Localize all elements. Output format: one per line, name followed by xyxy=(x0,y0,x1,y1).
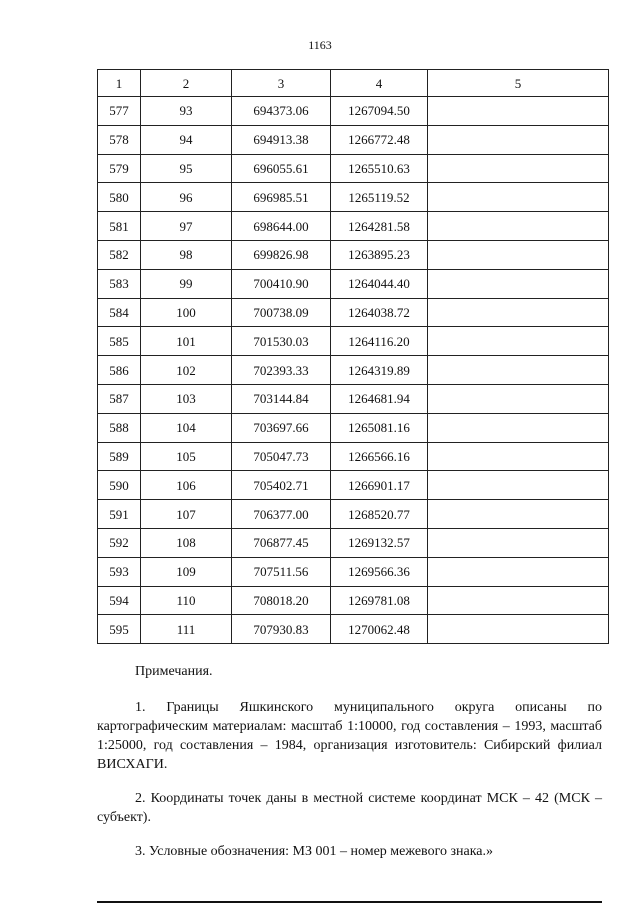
table-cell-col-1: 583 xyxy=(98,269,141,298)
table-cell-col-2: 106 xyxy=(141,471,232,500)
table-cell-col-5 xyxy=(428,442,609,471)
table-cell-col-4: 1264681.94 xyxy=(331,384,428,413)
table-cell-col-2: 107 xyxy=(141,500,232,529)
table-cell-col-3: 700410.90 xyxy=(232,269,331,298)
table-cell-col-3: 707511.56 xyxy=(232,557,331,586)
table-cell-col-1: 585 xyxy=(98,327,141,356)
table-cell-col-1: 577 xyxy=(98,97,141,126)
table-cell-col-2: 110 xyxy=(141,586,232,615)
table-cell-col-3: 694913.38 xyxy=(232,125,331,154)
table-cell-col-3: 705402.71 xyxy=(232,471,331,500)
notes-heading: Примечания. xyxy=(135,664,213,679)
table-row xyxy=(98,298,609,327)
footer-divider xyxy=(97,901,602,903)
table-cell-col-4: 1264281.58 xyxy=(331,212,428,241)
table-cell-col-3: 696985.51 xyxy=(232,183,331,212)
column-header-4: 4 xyxy=(331,70,428,97)
table-cell-col-4: 1269781.08 xyxy=(331,586,428,615)
table-row xyxy=(98,154,609,183)
table-cell-col-5 xyxy=(428,212,609,241)
table-cell-col-5 xyxy=(428,384,609,413)
table-cell-col-4: 1266772.48 xyxy=(331,125,428,154)
table-cell-col-2: 103 xyxy=(141,384,232,413)
table-cell-col-5 xyxy=(428,183,609,212)
column-header-3: 3 xyxy=(232,70,331,97)
table-cell-col-2: 109 xyxy=(141,557,232,586)
column-header-5: 5 xyxy=(428,70,609,97)
table-cell-col-5 xyxy=(428,125,609,154)
table-cell-col-3: 698644.00 xyxy=(232,212,331,241)
table-cell-col-5 xyxy=(428,97,609,126)
table-cell-col-4: 1265510.63 xyxy=(331,154,428,183)
table-cell-col-5 xyxy=(428,327,609,356)
table-cell-col-5 xyxy=(428,356,609,385)
table-row xyxy=(98,356,609,385)
table-cell-col-2: 102 xyxy=(141,356,232,385)
table-cell-col-5 xyxy=(428,413,609,442)
table-cell-col-4: 1264044.40 xyxy=(331,269,428,298)
table-cell-col-5 xyxy=(428,557,609,586)
table-row xyxy=(98,528,609,557)
table-row xyxy=(98,240,609,269)
table-row xyxy=(98,183,609,212)
table-cell-col-2: 99 xyxy=(141,269,232,298)
table-cell-col-1: 590 xyxy=(98,471,141,500)
table-cell-col-3: 703144.84 xyxy=(232,384,331,413)
table-row xyxy=(98,97,609,126)
table-row xyxy=(98,413,609,442)
table-cell-col-4: 1265119.52 xyxy=(331,183,428,212)
table-cell-col-1: 586 xyxy=(98,356,141,385)
table-row xyxy=(98,269,609,298)
table-cell-col-2: 101 xyxy=(141,327,232,356)
table-cell-col-4: 1263895.23 xyxy=(331,240,428,269)
table-cell-col-5 xyxy=(428,615,609,644)
table-cell-col-2: 105 xyxy=(141,442,232,471)
table-header-row xyxy=(98,70,609,97)
table-cell-col-4: 1266901.17 xyxy=(331,471,428,500)
table-cell-col-2: 93 xyxy=(141,97,232,126)
table-cell-col-1: 595 xyxy=(98,615,141,644)
note-item-2: 2. Координаты точек даны в местной системе координат МСК – 42 (МСК – субъект). xyxy=(97,791,602,825)
table-cell-col-1: 588 xyxy=(98,413,141,442)
table-cell-col-2: 111 xyxy=(141,615,232,644)
table-cell-col-1: 580 xyxy=(98,183,141,212)
table-row xyxy=(98,586,609,615)
table-cell-col-3: 702393.33 xyxy=(232,356,331,385)
table-cell-col-5 xyxy=(428,471,609,500)
table-cell-col-3: 707930.83 xyxy=(232,615,331,644)
table-cell-col-1: 587 xyxy=(98,384,141,413)
table-cell-col-1: 591 xyxy=(98,500,141,529)
column-header-2: 2 xyxy=(141,70,232,97)
table-cell-col-5 xyxy=(428,240,609,269)
table-row xyxy=(98,615,609,644)
table-cell-col-2: 104 xyxy=(141,413,232,442)
table-cell-col-5 xyxy=(428,586,609,615)
table-cell-col-1: 589 xyxy=(98,442,141,471)
table-cell-col-3: 703697.66 xyxy=(232,413,331,442)
note-item-1: 1. Границы Яшкинского муниципального округа описаны по картографическим материалам: масштаб 1:10000, год составления – 1993, масштаб 1:25000, год составления – 1984, организация изготовитель: Сибирский филиал ВИСХАГИ. xyxy=(97,700,602,772)
page-number: 1163 xyxy=(308,38,332,52)
table-cell-col-1: 579 xyxy=(98,154,141,183)
table-cell-col-5 xyxy=(428,269,609,298)
column-header-1: 1 xyxy=(98,70,141,97)
table-row xyxy=(98,471,609,500)
table-cell-col-3: 708018.20 xyxy=(232,586,331,615)
table-cell-col-4: 1264116.20 xyxy=(331,327,428,356)
table-cell-col-5 xyxy=(428,500,609,529)
table-cell-col-3: 696055.61 xyxy=(232,154,331,183)
table-cell-col-4: 1270062.48 xyxy=(331,615,428,644)
table-cell-col-2: 100 xyxy=(141,298,232,327)
table-cell-col-3: 706377.00 xyxy=(232,500,331,529)
table-cell-col-4: 1264038.72 xyxy=(331,298,428,327)
table-cell-col-4: 1264319.89 xyxy=(331,356,428,385)
table-cell-col-1: 582 xyxy=(98,240,141,269)
table-cell-col-2: 95 xyxy=(141,154,232,183)
table-cell-col-4: 1265081.16 xyxy=(331,413,428,442)
table-cell-col-3: 699826.98 xyxy=(232,240,331,269)
table-cell-col-1: 581 xyxy=(98,212,141,241)
table-cell-col-3: 700738.09 xyxy=(232,298,331,327)
table-row xyxy=(98,125,609,154)
notes-section xyxy=(97,662,602,876)
table-cell-col-5 xyxy=(428,528,609,557)
table-row xyxy=(98,442,609,471)
table-cell-col-1: 594 xyxy=(98,586,141,615)
table-cell-col-4: 1267094.50 xyxy=(331,97,428,126)
table-cell-col-4: 1266566.16 xyxy=(331,442,428,471)
table-cell-col-3: 694373.06 xyxy=(232,97,331,126)
table-row xyxy=(98,212,609,241)
table-cell-col-4: 1269132.57 xyxy=(331,528,428,557)
table-cell-col-3: 705047.73 xyxy=(232,442,331,471)
table-cell-col-5 xyxy=(428,298,609,327)
table-cell-col-4: 1269566.36 xyxy=(331,557,428,586)
table-cell-col-3: 701530.03 xyxy=(232,327,331,356)
table-cell-col-1: 593 xyxy=(98,557,141,586)
table-cell-col-1: 584 xyxy=(98,298,141,327)
note-item-3: 3. Условные обозначения: МЗ 001 – номер межевого знака.» xyxy=(135,844,494,859)
table-cell-col-3: 706877.45 xyxy=(232,528,331,557)
table-cell-col-4: 1268520.77 xyxy=(331,500,428,529)
table-body xyxy=(98,97,609,644)
table-row xyxy=(98,557,609,586)
table-cell-col-2: 108 xyxy=(141,528,232,557)
table-cell-col-2: 97 xyxy=(141,212,232,241)
table-cell-col-2: 98 xyxy=(141,240,232,269)
table-row xyxy=(98,384,609,413)
table-row xyxy=(98,500,609,529)
coordinates-table xyxy=(97,69,609,644)
table-cell-col-2: 94 xyxy=(141,125,232,154)
table-cell-col-1: 592 xyxy=(98,528,141,557)
table-cell-col-5 xyxy=(428,154,609,183)
table-cell-col-2: 96 xyxy=(141,183,232,212)
table-row xyxy=(98,327,609,356)
table-cell-col-1: 578 xyxy=(98,125,141,154)
